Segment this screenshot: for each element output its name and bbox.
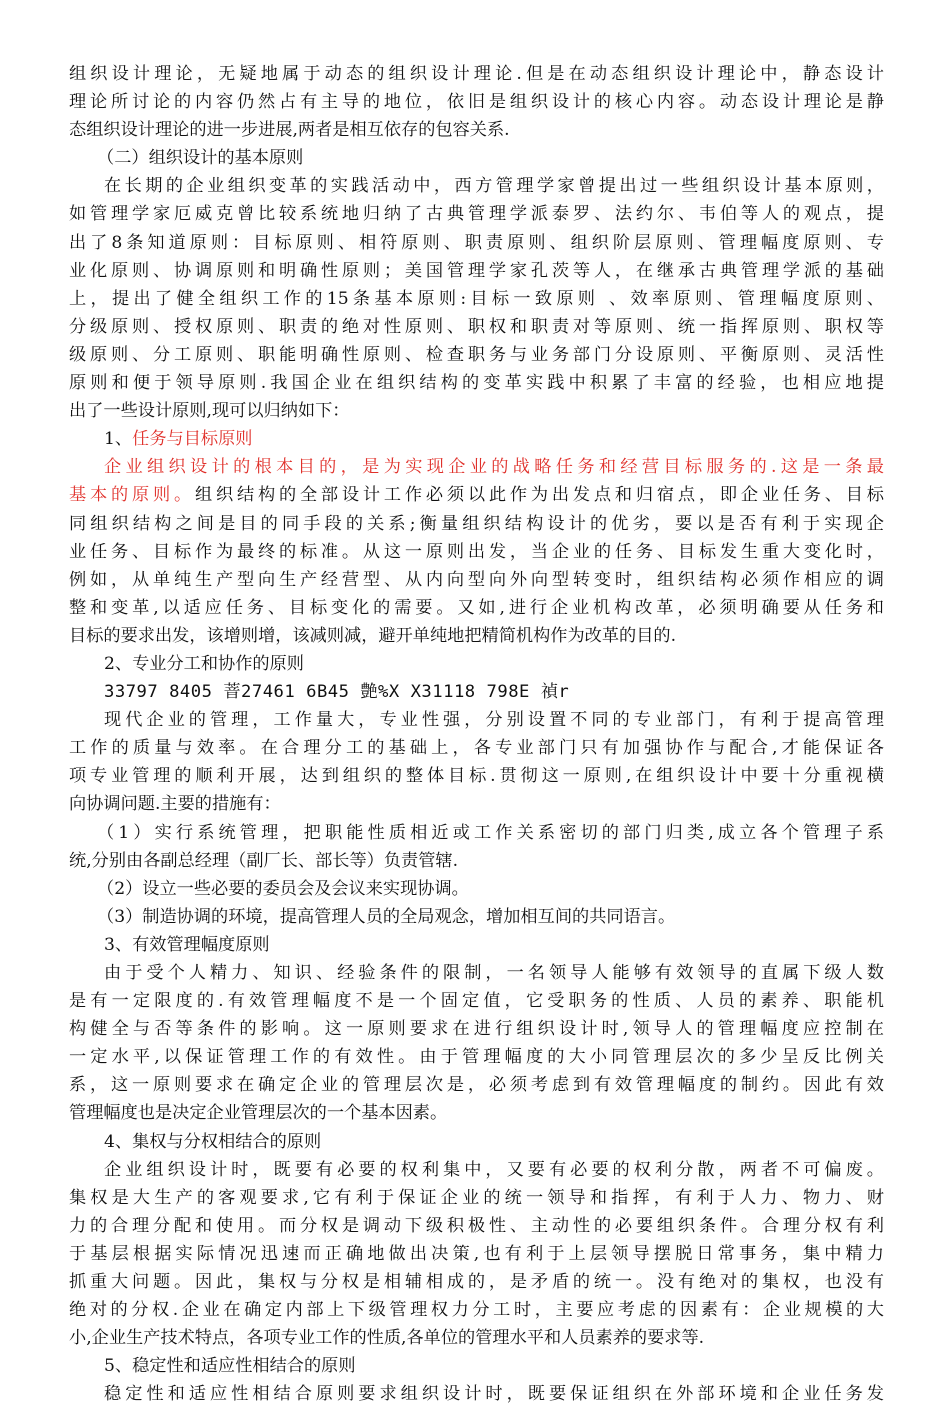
subsection-heading: 4、集权与分权相结合的原则 xyxy=(104,1131,322,1152)
text-line: 力的合理分配和使用。而分权是调动下级积极性、主动性的必要组织条件。合理分权有利 xyxy=(69,1215,884,1236)
text-line: 原则和便于领导原则.我国企业在组织结构的变革实践中积累了丰富的经验，也相应地提 xyxy=(69,373,884,394)
measure-item: （1）实行系统管理，把职能性质相近或工作关系密切的部门归类,成立各个管理子系 xyxy=(97,822,884,843)
text-line: 工作的质量与效率。在合理分工的基础上，各专业部门只有加强协作与配合,才能保证各 xyxy=(69,738,884,759)
subsection-title: 任务与目标原则 xyxy=(132,429,253,450)
text-line: 例如，从单纯生产型向生产经营型、从内向型向外向型转变时，组织结构必须作相应的调 xyxy=(69,569,884,590)
text-line: 一定水平,以保证管理工作的有效性。由于管理幅度的大小同管理层次的多少呈反比例关 xyxy=(69,1047,884,1068)
text-line: 组织设计理论，无疑地属于动态的组织设计理论.但是在动态组织设计理论中，静态设计 xyxy=(69,64,884,84)
text-line xyxy=(69,481,884,509)
text-line: 业任务、目标作为最终的标准。从这一原则出发，当企业的任务、目标发生重大变化时， xyxy=(69,541,884,562)
text-line: 于基层根据实际情况迅速而正确地做出决策,也有利于上层领导摆脱日常事务，集中精力 xyxy=(69,1243,884,1264)
text-line: 出了一些设计原则,现可以归纳如下： xyxy=(69,401,350,422)
subsection-heading: 5、稳定性和适应性相结合的原则 xyxy=(104,1356,356,1377)
text-line: 目标的要求出发，该增则增，该减则减，避开单纯地把精简机构作为改革的目的. xyxy=(69,625,677,646)
text-line: 级原则、分工原则、职能明确性原则、检查职务与业务部门分设原则、平衡原则、灵活性 xyxy=(69,344,884,365)
text-line: 同组织结构之间是目的同手段的关系;衡量组织结构设计的优劣，要以是否有利于实现企 xyxy=(69,513,884,534)
garbled-text-line: 33797 8405 萻27461 6B45 艶%X X31118 798E 禎r xyxy=(104,682,570,703)
text-line: 理论所讨论的内容仍然占有主导的地位，依旧是组织设计的核心内容。动态设计理论是静 xyxy=(69,92,884,113)
text-line: 业化原则、协调原则和明确性原则；美国管理学家孔茨等人，在继承古典管理学派的基础 xyxy=(69,260,884,281)
text-line: 小,企业生产技术特点，各项专业工作的性质,各单位的管理水平和人员素养的要求等. xyxy=(69,1328,705,1349)
subsection-heading xyxy=(69,425,884,453)
text-line: 系，这一原则要求在确定企业的管理层次是，必须考虑到有效管理幅度的制约。因此有效 xyxy=(69,1075,884,1096)
text-line: 出了8条知道原则：目标原则、相符原则、职责原则、组织阶层原则、管理幅度原则、专 xyxy=(69,232,884,253)
text-line: 现代企业的管理，工作量大，专业性强，分别设置不同的专业部门，有利于提高管理 xyxy=(104,710,884,731)
text-line: 企业组织设计时，既要有必要的权利集中，又要有必要的权利分散，两者不可偏废。 xyxy=(104,1159,884,1180)
highlight-text: 基本的原则。 xyxy=(69,485,195,506)
text-line: 项专业管理的顺利开展，达到组织的整体目标.贯彻这一原则,在组织设计中要十分重视横 xyxy=(69,766,884,787)
measure-item: （3）制造协调的环境，提高管理人员的全局观念，增加相互间的共同语言。 xyxy=(97,906,676,927)
text-line: 向协调问题.主要的措施有： xyxy=(69,794,281,815)
section-heading: （二）组织设计的基本原则 xyxy=(97,148,304,169)
text-line: 整和变革,以适应任务、目标变化的需要。又如,进行企业机构改革，必须明确要从任务和 xyxy=(69,597,884,618)
text-line: 稳定性和适应性相结合原则要求组织设计时，既要保证组织在外部环境和企业任务发 xyxy=(104,1384,884,1405)
subsection-number: 1、 xyxy=(104,429,133,450)
subsection-heading: 2、专业分工和协作的原则 xyxy=(104,653,304,674)
highlight-line: 企业组织设计的根本目的，是为实现企业的战略任务和经营目标服务的.这是一条最 xyxy=(104,457,884,478)
text-line: 在长期的企业组织变革的实践活动中，西方管理学家曾提出过一些组织设计基本原则， xyxy=(104,176,884,197)
subsection-heading: 3、有效管理幅度原则 xyxy=(104,934,270,955)
text-line: 由于受个人精力、知识、经验条件的限制，一名领导人能够有效领导的直属下级人数 xyxy=(104,963,884,983)
text-line: 是有一定限度的.有效管理幅度不是一个固定值，它受职务的性质、人员的素养、职能机 xyxy=(69,991,884,1012)
text-line: 绝对的分权.企业在确定内部上下级管理权力分工时，主要应考虑的因素有：企业规模的大 xyxy=(69,1300,884,1321)
text-line: 集权是大生产的客观要求,它有利于保证企业的统一领导和指挥，有利于人力、物力、财 xyxy=(69,1187,884,1208)
text-line: 管理幅度也是决定企业管理层次的一个基本因素。 xyxy=(69,1103,448,1124)
body-text: 组织结构的全部设计工作必须以此作为出发点和归宿点，即企业任务、目标 xyxy=(194,485,884,506)
text-line: 上，提出了健全组织工作的15条基本原则:目标一致原则 、效率原则、管理幅度原则、 xyxy=(69,288,884,309)
text-line: 态组织设计理论的进一步进展,两者是相互依存的包容关系. xyxy=(69,120,510,141)
text-line: 构健全与否等条件的影响。这一原则要求在进行组织设计时,领导人的管理幅度应控制在 xyxy=(69,1019,884,1040)
text-line: 如管理学家厄威克曾比较系统地归纳了古典管理学派泰罗、法约尔、韦伯等人的观点，提 xyxy=(69,204,884,225)
text-line: 抓重大问题。因此，集权与分权是相辅相成的，是矛盾的统一。没有绝对的集权，也没有 xyxy=(69,1272,884,1293)
text-line: 分级原则、授权原则、职责的绝对性原则、职权和职责对等原则、统一指挥原则、职权等 xyxy=(69,316,884,337)
text-line: 统,分别由各副总经理（副厂长、部长等）负责管辖. xyxy=(69,850,459,871)
measure-item: （2）设立一些必要的委员会及会议来实现协调。 xyxy=(97,878,469,899)
